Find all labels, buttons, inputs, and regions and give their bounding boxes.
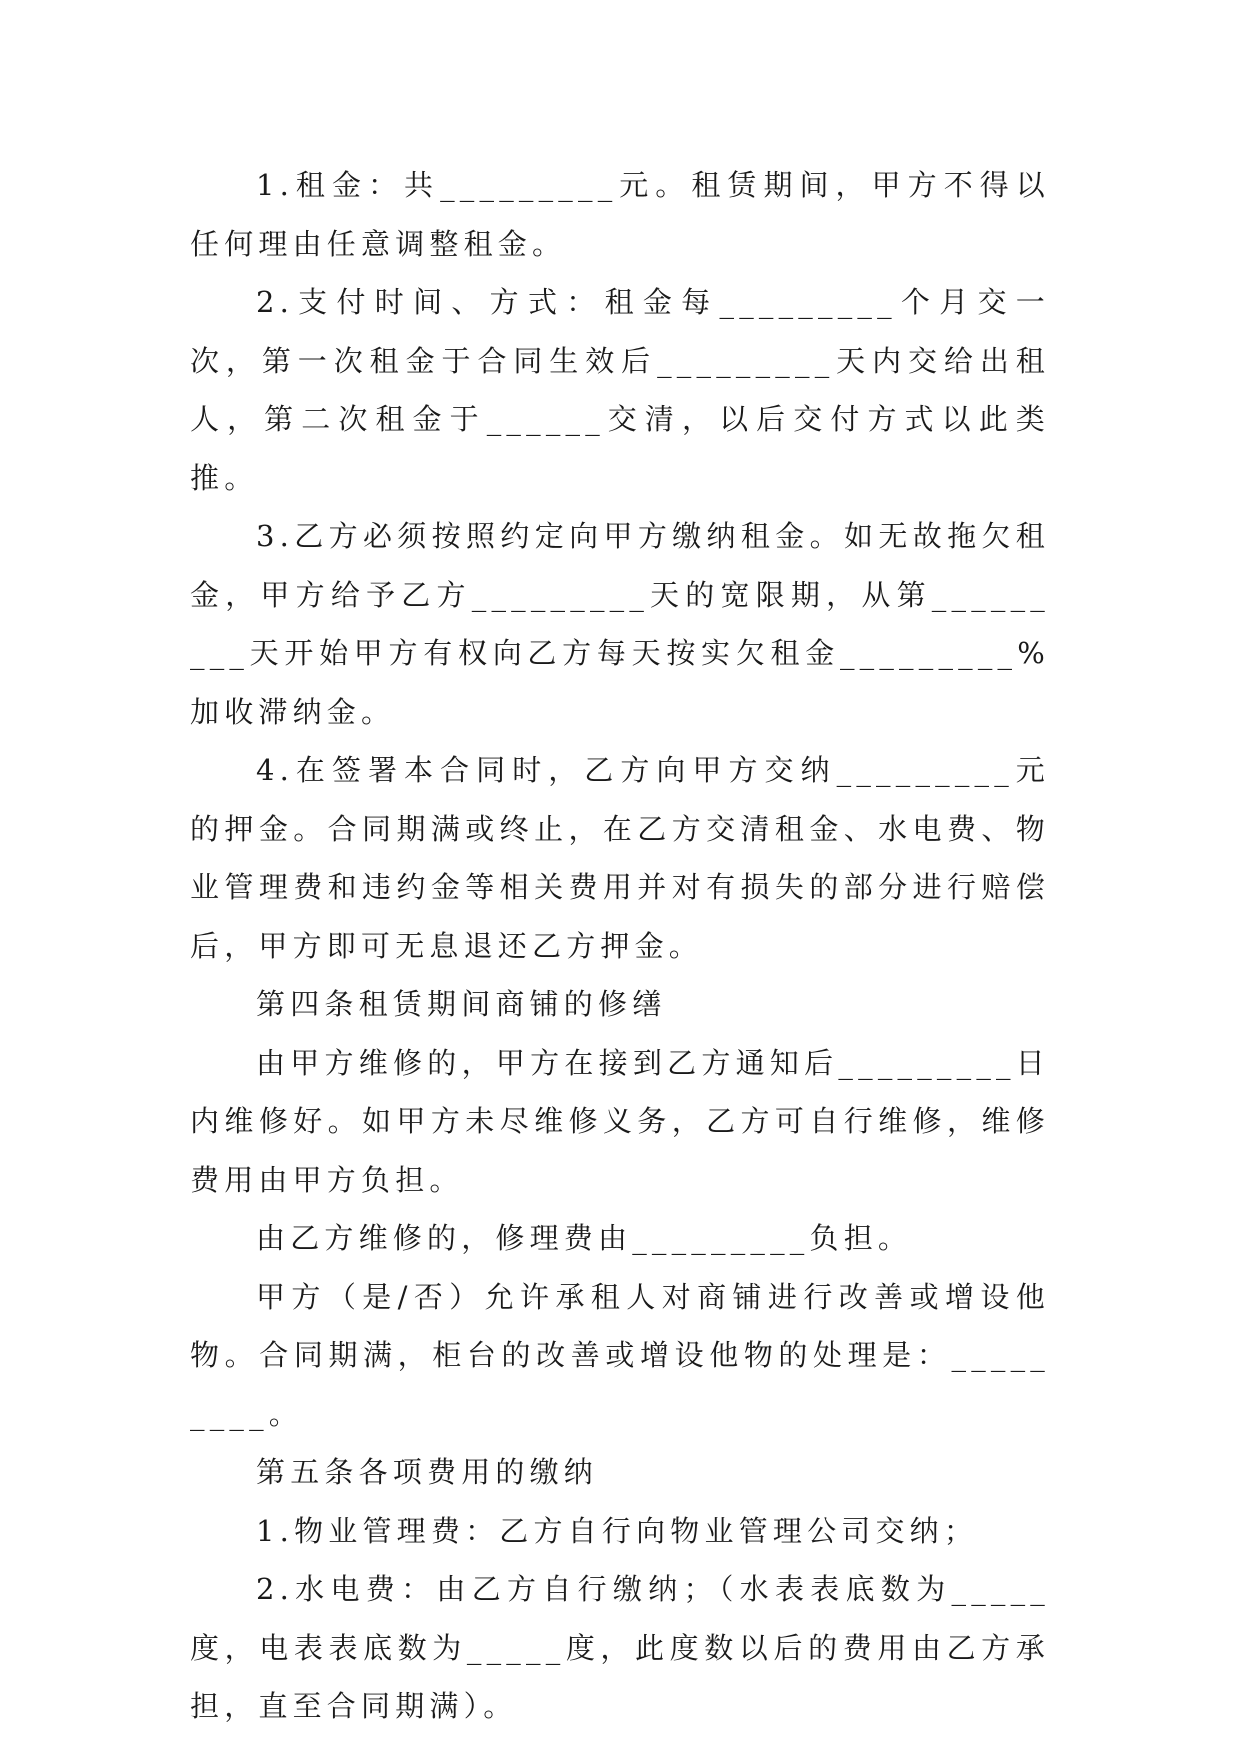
document-body [190, 156, 1050, 1736]
article-five-heading: 第五条各项费用的缴纳 [256, 1455, 599, 1489]
landlord-repair-clause: 由甲方维修的，甲方在接到乙方通知后_________日内维修好。如甲方未尽维修义务，乙方可自行维修，维修费用由甲方负担。 [190, 1045, 1050, 1197]
rent-amount-clause: 1.租金：共_________元。租赁期间，甲方不得以任何理由任意调整租金。 [190, 168, 1050, 261]
tenant-repair-clause: 由乙方维修的，修理费由_________负担。 [256, 1221, 913, 1255]
utility-fee-clause: 2.水电费：由乙方自行缴纳；（水表表底数为_____度，电表表底数为_____度，此度数以后的费用由乙方承担，直至合同期满）。 [190, 1572, 1050, 1723]
deposit-clause: 4.在签署本合同时，乙方向甲方交纳_________元的押金。合同期满或终止，在乙方交清租金、水电费、物业管理费和违约金等相关费用并对有损失的部分进行赔偿后，甲方即可无息退还乙方押金。 [190, 753, 1050, 963]
improvement-clause: 甲方（是/否）允许承租人对商铺进行改善或增设他物。合同期满，柜台的改善或增设他物的处理是：_________。 [190, 1279, 1050, 1431]
payment-method-clause: 2.支付时间、方式：租金每_________个月交一次，第一次租金于合同生效后_________天内交给出租人，第二次租金于______交清，以后交付方式以此类推。 [190, 285, 1050, 495]
late-payment-clause: 3.乙方必须按照约定向甲方缴纳租金。如无故拖欠租金，甲方给予乙方_________天的宽限期，从第_________天开始甲方有权向乙方每天按实欠租金_________%加收滞纳金。 [190, 519, 1050, 729]
property-fee-clause: 1.物业管理费：乙方自行向物业管理公司交纳； [256, 1513, 979, 1548]
article-four-heading: 第四条租赁期间商铺的修缮 [256, 987, 667, 1021]
